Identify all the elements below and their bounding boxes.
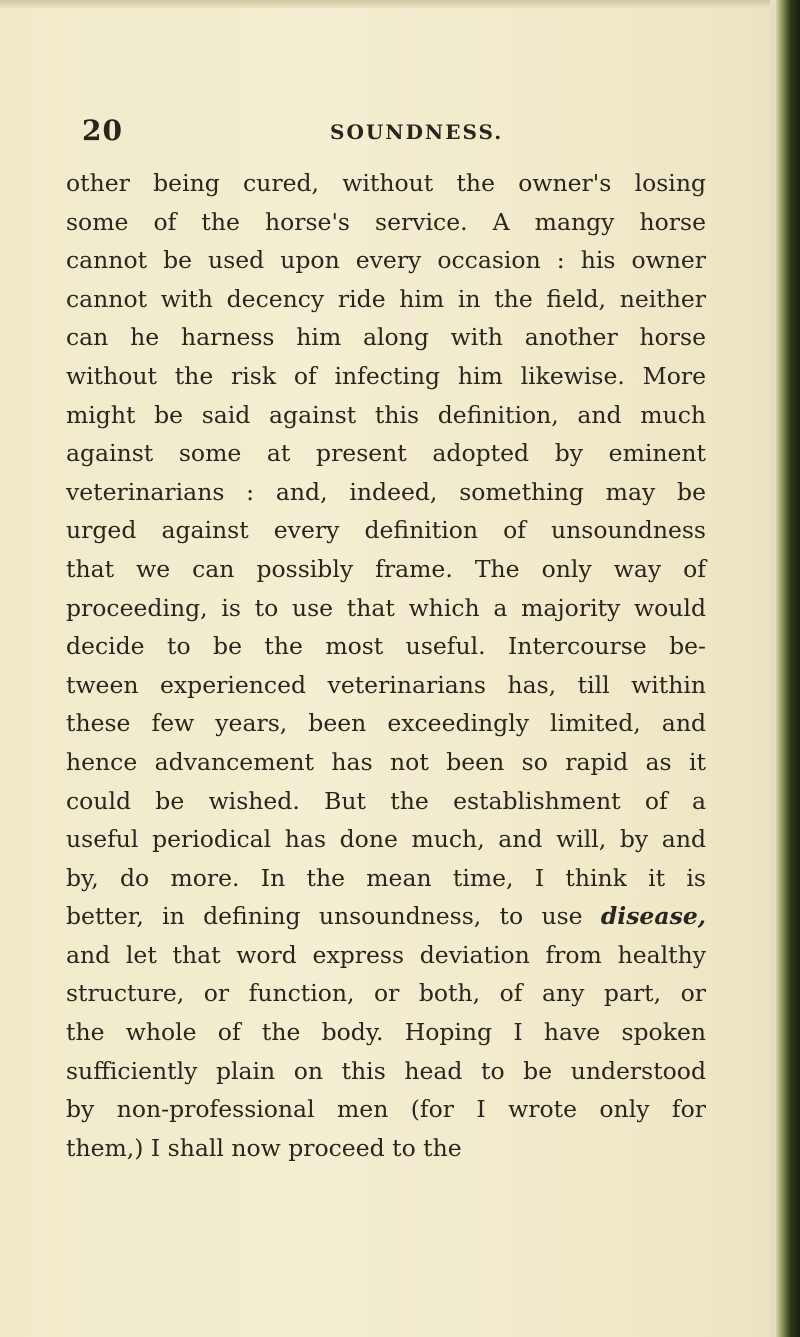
page-number: 20: [82, 114, 123, 147]
text-line: tween experienced veterinarians has, till within: [66, 670, 706, 699]
text-line: decide to be the most useful. Intercourse be-: [66, 632, 706, 661]
page-top-edge: [0, 0, 800, 8]
text-line: other being cured, without the owner's losing: [66, 169, 706, 197]
text-line: proceeding, is to use that which a majority would: [66, 593, 706, 622]
text-line: against some at present adopted by eminent: [66, 439, 706, 468]
text-line: might be said against this definition, and much: [66, 400, 706, 429]
text-line: these few years, been exceedingly limited, and: [66, 709, 706, 738]
text-line: some of the horse's service. A mangy horse: [66, 207, 706, 236]
text-line: cannot with decency ride him in the field, neither: [66, 284, 706, 313]
text-line: urged against every definition of unsoundness: [66, 516, 706, 545]
text-line: structure, or function, or both, of any part, or: [66, 979, 706, 1008]
text-line: by, do more. In the mean time, I think it is: [66, 863, 706, 892]
text-line: without the risk of infecting him likewise. More: [66, 361, 706, 390]
text-line: that we can possibly frame. The only way of: [66, 554, 706, 583]
text-line: sufficiently plain on this head to be understood: [66, 1056, 706, 1085]
text-line-with-italic: [66, 897, 706, 936]
text-line: could be wished. But the establishment of a: [66, 786, 706, 815]
text-line: veterinarians : and, indeed, something may be: [66, 477, 706, 506]
page-header: [82, 114, 702, 154]
text-line: the whole of the body. Hoping I have spoken: [66, 1018, 706, 1047]
body-text: [66, 164, 706, 1167]
text-line: them,) I shall now proceed to the: [66, 1133, 462, 1162]
text-line: can he harness him along with another horse: [66, 323, 706, 352]
text-line: useful periodical has done much, and will, by and: [66, 825, 706, 854]
text-line: cannot be used upon every occasion : his owner: [66, 246, 706, 275]
italic-word: disease,: [600, 902, 706, 931]
text-line: hence advancement has not been so rapid as it: [66, 747, 706, 776]
text-line: and let that word express deviation from healthy: [66, 940, 706, 969]
text-line: by non-professional men (for I wrote only for: [66, 1095, 706, 1124]
text-segment: better, in defining unsoundness, to use: [66, 902, 583, 931]
running-head: SOUNDNESS.: [330, 120, 504, 144]
page-right-edge: [776, 0, 800, 1337]
